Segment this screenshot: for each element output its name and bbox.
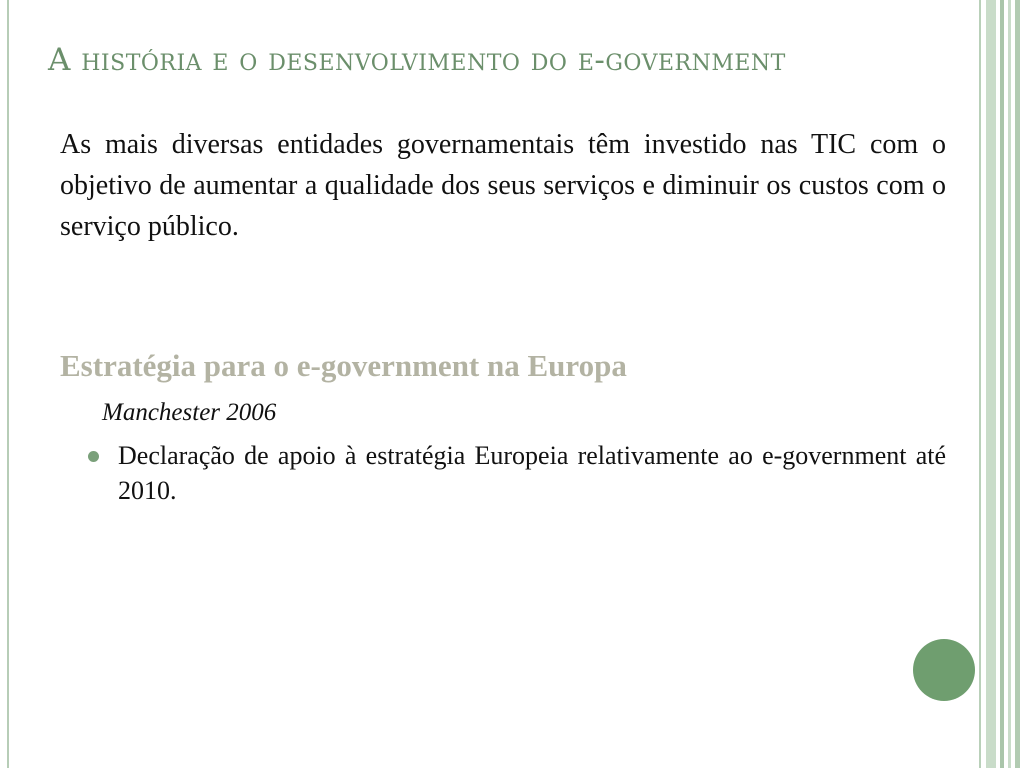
intro-paragraph: As mais diversas entidades governamentais têm investido nas TIC com o objetivo de aumentar a qualidade dos seus serviços e diminuir os custos com o serviço público. [60, 129, 946, 242]
right-decorative-frame [976, 0, 1024, 768]
decorative-circle-icon [913, 639, 975, 701]
frame-stripe [1015, 0, 1020, 768]
frame-stripe [1008, 0, 1011, 768]
left-border-line [7, 0, 9, 768]
frame-stripe [1000, 0, 1004, 768]
bullet-icon [88, 451, 99, 462]
sub-heading: Manchester 2006 [102, 399, 277, 426]
frame-stripe [986, 0, 996, 768]
slide-title: A história e o desenvolvimento do e-government [48, 42, 786, 78]
section-heading: Estratégia para o e-government na Europa [60, 348, 627, 383]
frame-stripe [979, 0, 981, 768]
bullet-text: Declaração de apoio à estratégia Europeia relativamente ao e-government até 2010. [118, 441, 946, 505]
